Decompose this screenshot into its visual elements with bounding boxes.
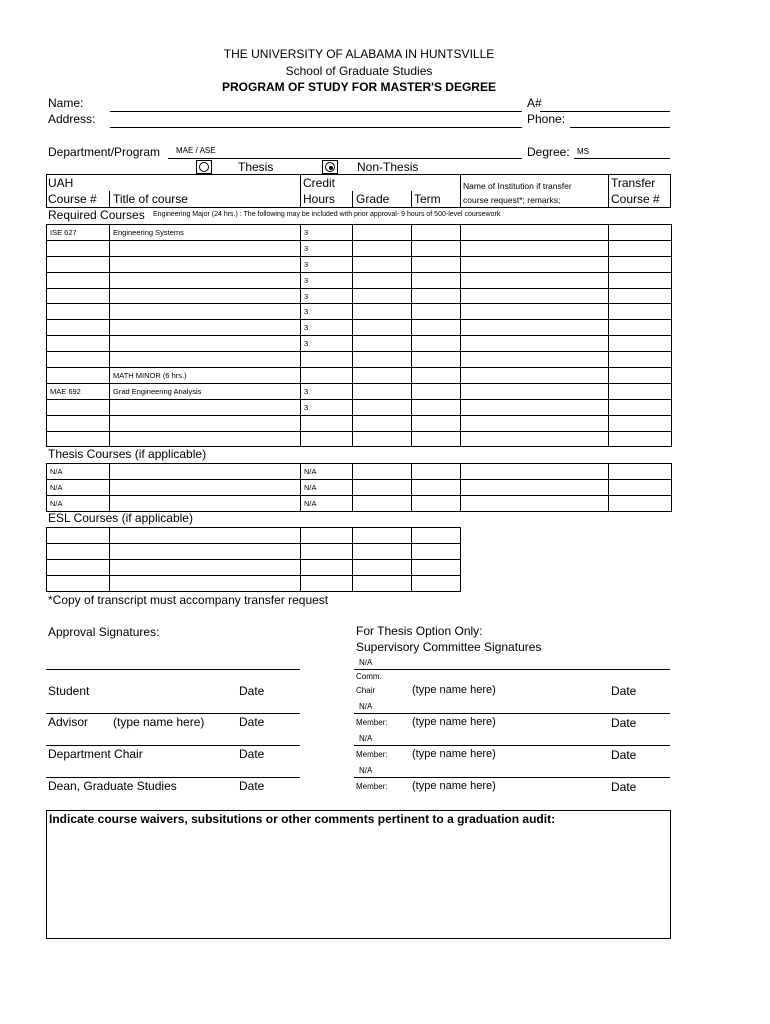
table-row [47, 288, 672, 304]
grade-cell[interactable] [353, 559, 412, 575]
credit-hours-cell[interactable] [301, 352, 353, 368]
table-row [47, 464, 672, 480]
grade-cell[interactable] [353, 383, 412, 399]
table-row [47, 399, 672, 415]
course-number-cell[interactable] [47, 528, 110, 544]
transfer-course-cell[interactable] [609, 431, 672, 447]
chair-name-placeholder[interactable]: (type name here) [412, 684, 496, 696]
transfer-course-cell[interactable] [609, 272, 672, 288]
transfer-course-cell[interactable] [609, 383, 672, 399]
course-number-cell[interactable] [47, 320, 110, 336]
dept-chair-signature-line[interactable] [46, 745, 300, 746]
approval-signatures-label: Approval Signatures: [48, 625, 160, 639]
grade-cell[interactable] [353, 543, 412, 559]
grade-cell[interactable] [353, 240, 412, 256]
advisor-name-placeholder[interactable]: (type name here) [113, 715, 205, 729]
grade-cell[interactable] [353, 304, 412, 320]
institution-cell[interactable] [461, 304, 609, 320]
term-cell[interactable] [412, 575, 461, 591]
col-uah: UAH [48, 176, 74, 190]
term-cell[interactable] [412, 304, 461, 320]
course-title-cell[interactable] [110, 352, 301, 368]
course-number-cell[interactable]: ISE 627 [47, 225, 110, 241]
dept-chair-label: Department Chair [48, 747, 143, 761]
term-cell[interactable] [412, 272, 461, 288]
transfer-course-cell[interactable] [609, 368, 672, 384]
col-transfer-course: Course # [611, 192, 660, 206]
course-title-cell[interactable] [110, 336, 301, 352]
member3-name-placeholder[interactable]: (type name here) [412, 780, 496, 792]
credit-hours-cell[interactable]: 3 [301, 399, 353, 415]
grade-cell[interactable] [353, 415, 412, 431]
col-term: Term [414, 192, 441, 206]
chair-signature-line[interactable] [354, 669, 670, 670]
non-thesis-radio[interactable] [322, 160, 338, 174]
course-title-cell[interactable] [110, 495, 301, 511]
chair-label: Chair [356, 686, 376, 695]
transcript-note: *Copy of transcript must accompany transfer request [48, 593, 329, 607]
institution-cell[interactable] [461, 256, 609, 272]
table-row [47, 225, 672, 241]
table-row [47, 272, 672, 288]
course-title-cell[interactable] [110, 399, 301, 415]
term-cell[interactable] [412, 352, 461, 368]
course-title-cell[interactable] [110, 559, 301, 575]
course-number-cell[interactable] [47, 352, 110, 368]
course-title-cell[interactable]: Engineering Systems [110, 225, 301, 241]
member1-na: N/A [359, 702, 373, 711]
member3-signature-line[interactable] [354, 777, 670, 778]
advisor-label: Advisor [48, 715, 89, 729]
col-course-num: Course # [48, 192, 97, 206]
advisor-date-label: Date [239, 715, 265, 729]
credit-hours-cell[interactable]: 3 [301, 272, 353, 288]
member3-date-label: Date [611, 780, 637, 794]
institution-cell[interactable] [461, 272, 609, 288]
table-row [47, 320, 672, 336]
table-row [47, 431, 672, 447]
transfer-course-cell[interactable] [609, 415, 672, 431]
chair-na: N/A [359, 658, 373, 667]
required-courses-note: Engineering Major (24 hrs.) : The following may be included with prior approval- 9 hours of 500-level coursework [153, 211, 501, 218]
institution-cell[interactable] [461, 225, 609, 241]
transfer-course-cell[interactable] [609, 495, 672, 511]
student-date-label: Date [239, 684, 265, 698]
member3-na: N/A [359, 766, 373, 775]
member1-signature-line[interactable] [354, 713, 670, 714]
col-institution-2: course request*; remarks; [463, 195, 561, 205]
course-number-cell[interactable] [47, 336, 110, 352]
course-number-cell[interactable] [47, 559, 110, 575]
institution-cell[interactable] [461, 399, 609, 415]
grade-cell[interactable] [353, 368, 412, 384]
credit-hours-cell[interactable] [301, 415, 353, 431]
course-number-cell[interactable] [47, 272, 110, 288]
course-number-cell[interactable] [47, 256, 110, 272]
transfer-course-cell[interactable] [609, 288, 672, 304]
member2-label: Member: [356, 750, 388, 759]
institution-cell[interactable] [461, 415, 609, 431]
course-title-cell[interactable] [110, 288, 301, 304]
comm-label: Comm. [356, 672, 382, 681]
institution-cell[interactable] [461, 383, 609, 399]
anum-label: A# [527, 96, 542, 110]
transfer-course-cell[interactable] [609, 304, 672, 320]
course-title-cell[interactable] [110, 431, 301, 447]
transfer-course-cell[interactable] [609, 479, 672, 495]
degree-value[interactable]: MS [577, 147, 589, 156]
thesis-label: Thesis [238, 160, 274, 174]
comments-box[interactable] [46, 810, 671, 939]
credit-hours-cell[interactable]: 3 [301, 256, 353, 272]
table-row [47, 352, 672, 368]
radio-ring-icon [199, 162, 209, 172]
degree-label: Degree: [527, 145, 570, 159]
credit-hours-cell[interactable]: 3 [301, 225, 353, 241]
table-row [47, 304, 672, 320]
term-cell[interactable] [412, 464, 461, 480]
term-cell[interactable] [412, 256, 461, 272]
term-cell[interactable] [412, 399, 461, 415]
phone-field[interactable] [570, 127, 670, 128]
course-title-cell[interactable] [110, 256, 301, 272]
col-credit: Credit [303, 176, 336, 190]
table-row [47, 383, 672, 399]
term-cell[interactable] [412, 336, 461, 352]
course-number-cell[interactable]: MAE 692 [47, 383, 110, 399]
grade-cell[interactable] [353, 575, 412, 591]
address-label: Address: [48, 112, 96, 126]
grade-cell[interactable] [353, 431, 412, 447]
student-signature-line[interactable] [46, 669, 300, 670]
institution-cell[interactable] [461, 464, 609, 480]
name-label: Name: [48, 96, 84, 110]
course-title-cell[interactable] [110, 304, 301, 320]
institution-cell[interactable] [461, 368, 609, 384]
table-row [47, 495, 672, 511]
course-number-cell[interactable] [47, 288, 110, 304]
credit-hours-cell[interactable]: N/A [301, 479, 353, 495]
department-label: Department/Program [48, 145, 161, 159]
required-courses-label: Required Courses [48, 208, 145, 222]
university-name: THE UNIVERSITY OF ALABAMA IN HUNTSVILLE [223, 47, 495, 61]
term-cell[interactable] [412, 431, 461, 447]
term-cell[interactable] [412, 320, 461, 336]
esl-courses-table [46, 527, 461, 592]
grade-cell[interactable] [353, 352, 412, 368]
chair-date-label: Date [611, 684, 637, 698]
course-number-cell[interactable] [47, 575, 110, 591]
col-transfer: Transfer [611, 176, 656, 190]
thesis-radio[interactable] [196, 160, 212, 174]
degree-field-line [574, 158, 670, 159]
course-number-cell[interactable]: N/A [47, 464, 110, 480]
grade-cell[interactable] [353, 399, 412, 415]
course-title-cell[interactable] [110, 320, 301, 336]
course-title-cell[interactable] [110, 479, 301, 495]
dean-date-label: Date [239, 779, 265, 793]
term-cell[interactable] [412, 288, 461, 304]
term-cell[interactable] [412, 559, 461, 575]
course-number-cell[interactable] [47, 368, 110, 384]
transfer-course-cell[interactable] [609, 320, 672, 336]
member1-name-placeholder[interactable]: (type name here) [412, 716, 496, 728]
form-title: PROGRAM OF STUDY FOR MASTER'S DEGREE [222, 80, 496, 94]
dept-chair-date-label: Date [239, 747, 265, 761]
grade-cell[interactable] [353, 464, 412, 480]
thesis-courses-label: Thesis Courses (if applicable) [48, 447, 207, 461]
grade-cell[interactable] [353, 256, 412, 272]
grade-cell[interactable] [353, 528, 412, 544]
transfer-course-cell[interactable] [609, 240, 672, 256]
term-cell[interactable] [412, 479, 461, 495]
col-title: Title of course [113, 192, 188, 206]
course-number-cell[interactable] [47, 543, 110, 559]
member2-signature-line[interactable] [354, 745, 670, 746]
table-row [47, 240, 672, 256]
term-cell[interactable] [412, 528, 461, 544]
transfer-course-cell[interactable] [609, 225, 672, 241]
institution-cell[interactable] [461, 431, 609, 447]
thesis-option-label: For Thesis Option Only: [356, 624, 483, 638]
course-title-cell[interactable] [110, 528, 301, 544]
table-row [47, 575, 461, 591]
comments-label: Indicate course waivers, subsitutions or other comments pertinent to a graduation audit: [49, 812, 556, 826]
course-title-cell[interactable]: Grad Engineering Analysis [110, 383, 301, 399]
institution-cell[interactable] [461, 495, 609, 511]
thesis-courses-table [46, 463, 672, 512]
course-number-cell[interactable] [47, 415, 110, 431]
credit-hours-cell[interactable]: N/A [301, 495, 353, 511]
course-title-cell[interactable] [110, 415, 301, 431]
grade-cell[interactable] [353, 272, 412, 288]
institution-cell[interactable] [461, 479, 609, 495]
transfer-course-cell[interactable] [609, 256, 672, 272]
grade-cell[interactable] [353, 495, 412, 511]
course-title-cell[interactable]: MATH MINOR (6 hrs.) [110, 368, 301, 384]
credit-hours-cell[interactable] [301, 368, 353, 384]
credit-hours-cell[interactable] [301, 559, 353, 575]
credit-hours-cell[interactable] [301, 431, 353, 447]
course-number-cell[interactable] [47, 240, 110, 256]
credit-hours-cell[interactable]: N/A [301, 464, 353, 480]
institution-cell[interactable] [461, 336, 609, 352]
phone-label: Phone: [527, 112, 566, 126]
dean-label: Dean, Graduate Studies [48, 779, 177, 793]
term-cell[interactable] [412, 368, 461, 384]
member1-date-label: Date [611, 716, 637, 730]
course-number-cell[interactable]: N/A [47, 479, 110, 495]
institution-cell[interactable] [461, 320, 609, 336]
table-row [47, 336, 672, 352]
course-number-cell[interactable] [47, 399, 110, 415]
credit-hours-cell[interactable] [301, 528, 353, 544]
credit-hours-cell[interactable]: 3 [301, 288, 353, 304]
institution-cell[interactable] [461, 240, 609, 256]
credit-hours-cell[interactable]: 3 [301, 240, 353, 256]
table-row [47, 543, 461, 559]
department-value[interactable]: MAE / ASE [176, 146, 216, 155]
transfer-course-cell[interactable] [609, 464, 672, 480]
course-number-cell[interactable] [47, 304, 110, 320]
course-title-cell[interactable] [110, 575, 301, 591]
institution-cell[interactable] [461, 352, 609, 368]
department-field-line [168, 158, 522, 159]
radio-selected-icon [325, 162, 335, 172]
committee-label: Supervisory Committee Signatures [356, 640, 542, 654]
credit-hours-cell[interactable]: 3 [301, 336, 353, 352]
course-title-cell[interactable] [110, 240, 301, 256]
grade-cell[interactable] [353, 320, 412, 336]
member2-name-placeholder[interactable]: (type name here) [412, 748, 496, 760]
credit-hours-cell[interactable]: 3 [301, 320, 353, 336]
course-number-cell[interactable]: N/A [47, 495, 110, 511]
term-cell[interactable] [412, 225, 461, 241]
course-number-cell[interactable] [47, 431, 110, 447]
member2-na: N/A [359, 734, 373, 743]
transfer-course-cell[interactable] [609, 399, 672, 415]
school-name: School of Graduate Studies [285, 64, 433, 78]
course-title-cell[interactable] [110, 543, 301, 559]
member1-label: Member: [356, 718, 388, 727]
dean-signature-line[interactable] [46, 777, 300, 778]
required-courses-table [46, 224, 672, 447]
table-row [47, 368, 672, 384]
name-field[interactable] [110, 111, 522, 112]
member2-date-label: Date [611, 748, 637, 762]
grade-cell[interactable] [353, 479, 412, 495]
address-field[interactable] [110, 127, 522, 128]
term-cell[interactable] [412, 543, 461, 559]
col-institution-1: Name of Institution if transfer [463, 181, 572, 191]
esl-courses-label: ESL Courses (if applicable) [48, 511, 193, 525]
course-title-cell[interactable] [110, 272, 301, 288]
term-cell[interactable] [412, 383, 461, 399]
credit-hours-cell[interactable]: 3 [301, 383, 353, 399]
col-hours: Hours [303, 192, 336, 206]
grade-cell[interactable] [353, 336, 412, 352]
credit-hours-cell[interactable] [301, 543, 353, 559]
transfer-course-cell[interactable] [609, 352, 672, 368]
credit-hours-cell[interactable]: 3 [301, 304, 353, 320]
term-cell[interactable] [412, 495, 461, 511]
col-grade: Grade [356, 192, 390, 206]
term-cell[interactable] [412, 415, 461, 431]
advisor-signature-line[interactable] [46, 713, 300, 714]
transfer-course-cell[interactable] [609, 336, 672, 352]
table-row [47, 559, 461, 575]
table-row [47, 528, 461, 544]
institution-cell[interactable] [461, 288, 609, 304]
term-cell[interactable] [412, 240, 461, 256]
member3-label: Member: [356, 782, 388, 791]
course-title-cell[interactable] [110, 464, 301, 480]
table-row [47, 256, 672, 272]
credit-hours-cell[interactable] [301, 575, 353, 591]
non-thesis-label: Non-Thesis [357, 160, 419, 174]
student-label: Student [48, 684, 90, 698]
grade-cell[interactable] [353, 288, 412, 304]
table-row [47, 415, 672, 431]
table-row [47, 479, 672, 495]
grade-cell[interactable] [353, 225, 412, 241]
